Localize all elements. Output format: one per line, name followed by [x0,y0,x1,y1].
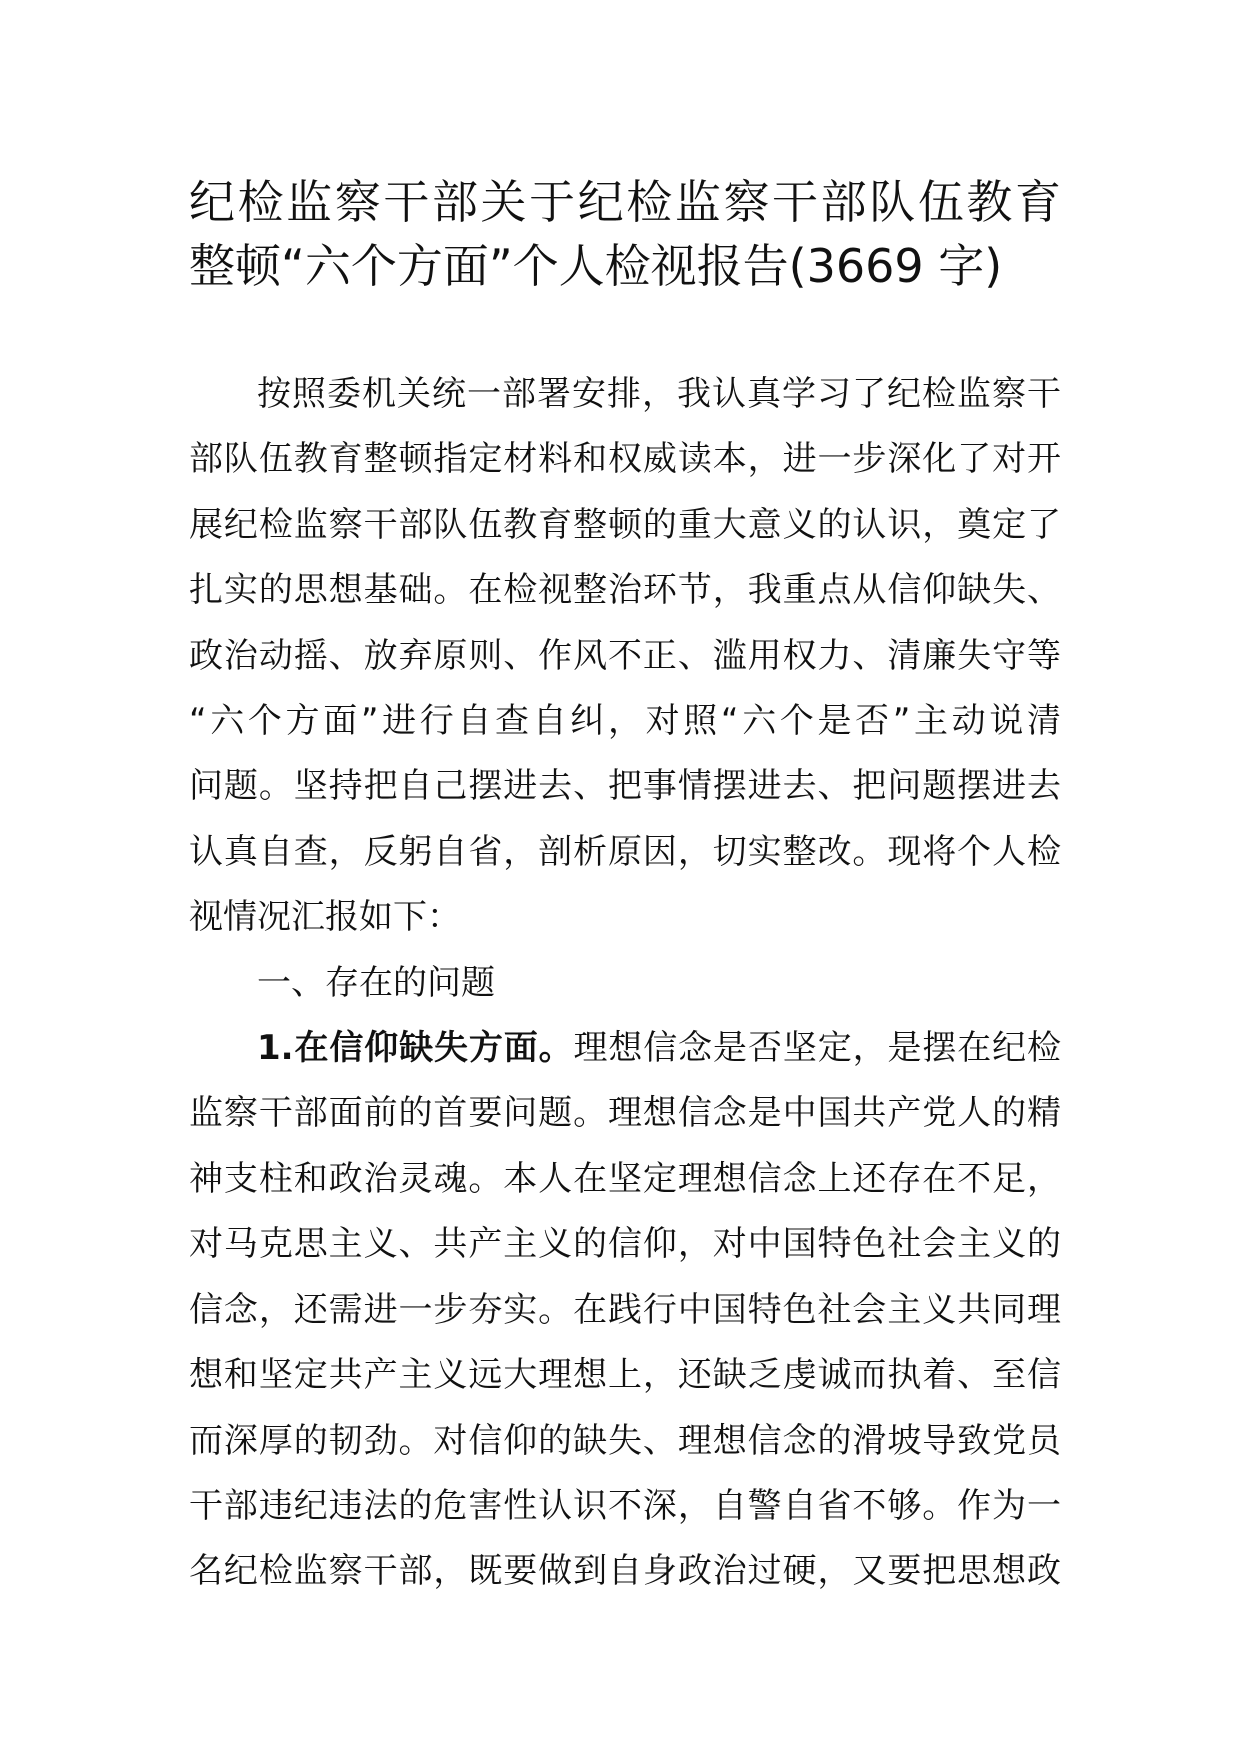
text-line: 监察干部面前的首要问题。理想信念是中国共产党人的精 [189,1093,1061,1134]
document-body [189,362,1061,1605]
text-line: 展纪检监察干部队伍教育整顿的重大意义的认识，奠定了 [189,504,1061,545]
text-line: 对马克思主义、共产主义的信仰，对中国特色社会主义的 [189,1224,1061,1265]
text-line: 政治动摇、放弃原则、作风不正、滥用权力、清廉失守等 [189,635,1061,676]
text-line: 想和坚定共产主义远大理想上，还缺乏虔诚而执着、至信 [189,1355,1061,1396]
text-line: 问题。坚持把自己摆进去、把事情摆进去、把问题摆进去 [189,766,1061,807]
text-line: “六个方面”进行自查自纠，对照“六个是否”主动说清 [189,701,1061,742]
text-line: 干部违纪违法的危害性认识不深，自警自省不够。作为一 [189,1485,1061,1526]
intro-paragraph [189,362,1061,951]
text-line: 按照委机关统一部署安排，我认真学习了纪检监察干 [257,374,1061,414]
text-line: 认真自查，反躬自省，剖析原因，切实整改。现将个人检 [189,831,1061,872]
text-line [189,1016,1061,1081]
document-title [189,170,1061,298]
point-1-paragraph [189,1016,1061,1605]
text-line: 扎实的思想基础。在检视整治环节，我重点从信仰缺失、 [189,570,1061,611]
point-1-text: 理想信念是否坚定，是摆在纪检 [573,1028,1062,1069]
section-heading: 一、存在的问题 [257,962,495,1003]
text-line: 神支柱和政治灵魂。本人在坚定理想信念上还存在不足， [189,1158,1061,1199]
text-line: 信念，还需进一步夯实。在践行中国特色社会主义共同理 [189,1289,1061,1330]
title-line: 纪检监察干部关于纪检监察干部队伍教育 [189,175,1061,229]
point-1-lead: 1.在信仰缺失方面。 [257,1028,574,1069]
text-line: 名纪检监察干部，既要做到自身政治过硬，又要把思想政 [189,1551,1061,1592]
text-line: 视情况汇报如下： [189,897,461,938]
title-line: 整顿“六个方面”个人检视报告(3669 字) [189,239,1003,293]
text-line: 部队伍教育整顿指定材料和权威读本，进一步深化了对开 [189,439,1061,480]
text-line: 而深厚的韧劲。对信仰的缺失、理想信念的滑坡导致党员 [189,1420,1061,1461]
